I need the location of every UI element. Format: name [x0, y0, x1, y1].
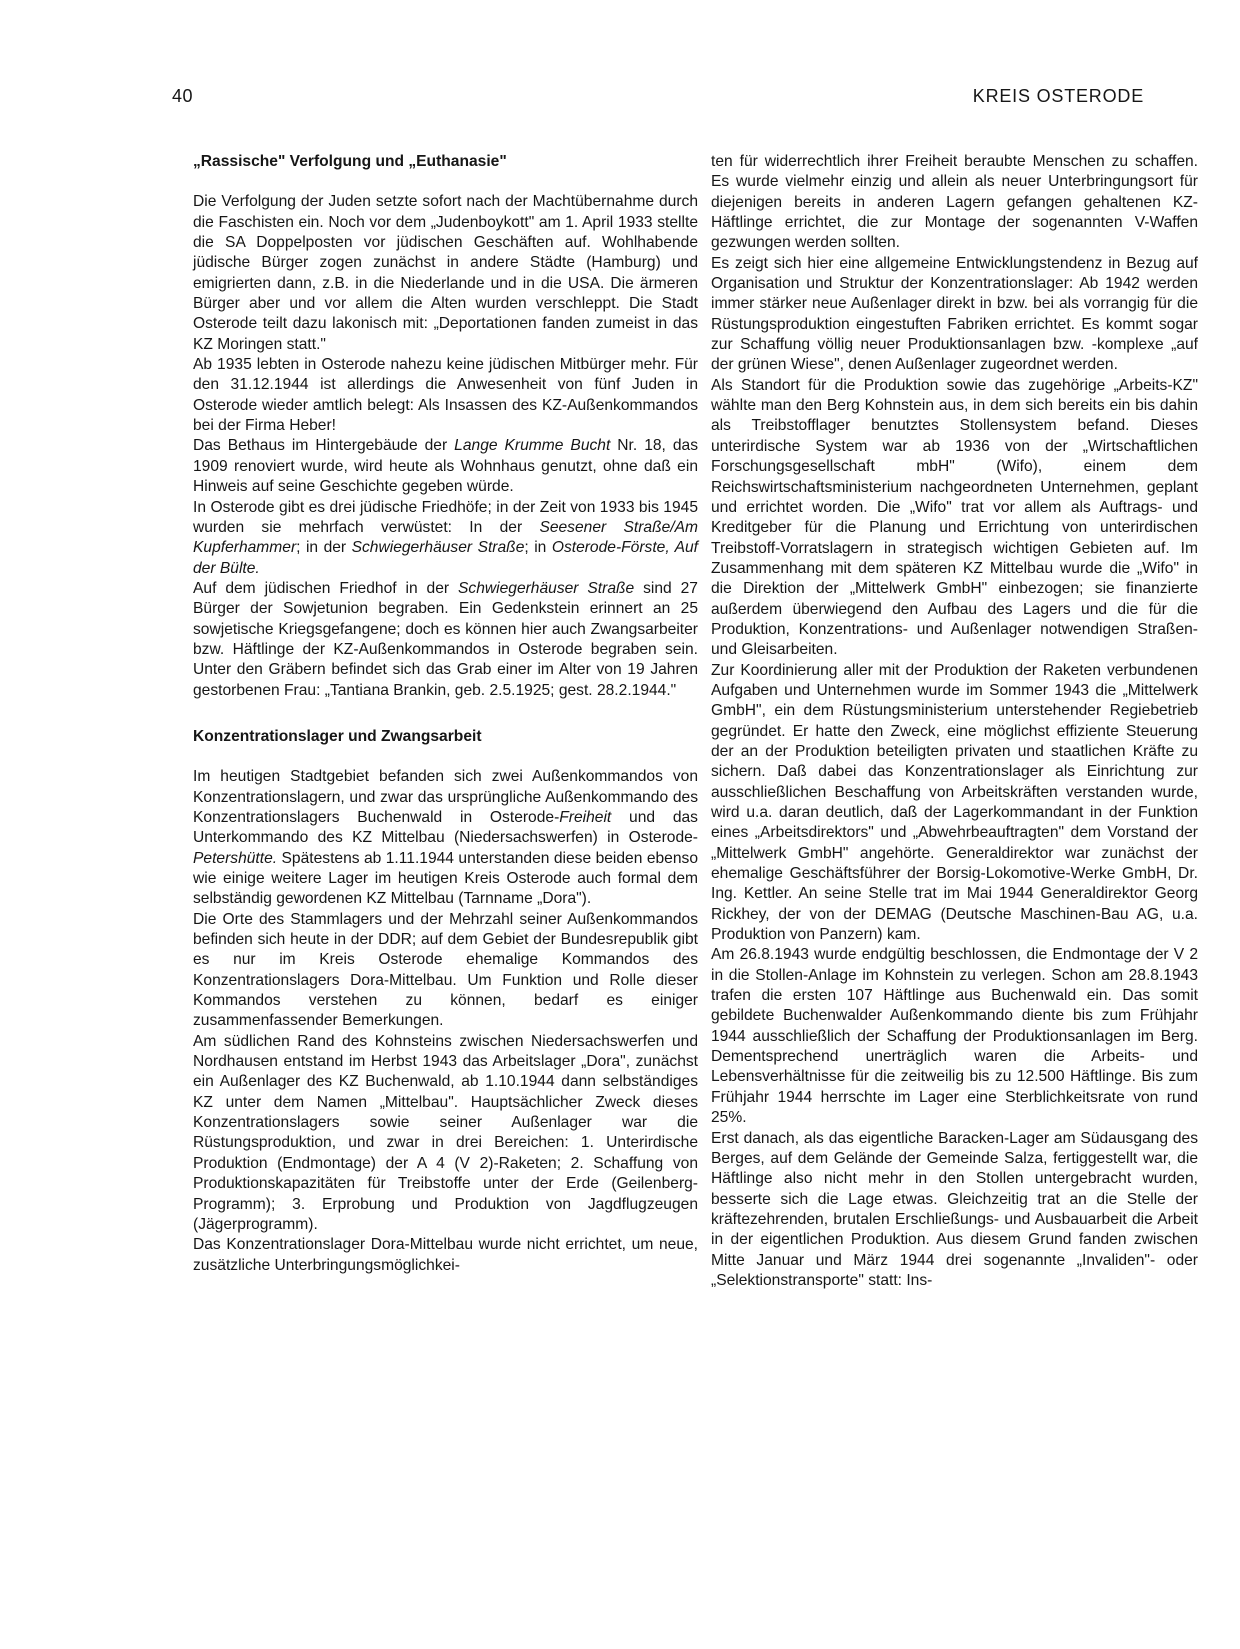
paragraph: Zur Koordinierung aller mit der Produktion der Raketen verbundenen Aufgaben und Unternehmen wurde im Sommer 1943 die „Mittelwerk GmbH", ein dem Rüstungsministerium unterstehender Regiebetrieb gegründet. Er hatte den Zweck, eine möglichst effiziente Steuerung der an der Produktion beteiligten privaten und staatlichen Kräfte zu sichern. Daß dabei das Konzentrationslager als Einrichtung zur ausschließlichen Beschaffung von Arbeitskräften verstanden wurde, wird u.a. daran deutlich, daß der Lagerkommandant in der Funktion eines „Arbeitsdirektors" und „Abwehrbeauftragten" dem Vorstand der „Mittelwerk GmbH" angehörte. Generaldirektor war zunächst der ehemalige Geschäftsführer der Borsig-Lokomotive-Werke GmbH, Dr. Ing. Kettler. An seine Stelle trat im Mai 1944 Generaldirektor Georg Rickhey, der von der DEMAG (Deutsche Maschinen-Bau AG, u.a. Produktion von Panzern) kam.	[711, 661, 1198, 944]
paragraph: In Osterode gibt es drei jüdische Friedhöfe; in der Zeit von 1933 bis 1945 wurden sie mehrfach verwüstet: In der Seesener Straße/Am Kupferhammer; in der Schwiegerhäuser Straße; in Osterode-Förste, Auf der Bülte.	[193, 498, 699, 577]
running-title: KREIS OSTERODE	[972, 86, 1144, 106]
location-name: Seesener Straße/Am Kupferhammer	[193, 518, 699, 557]
location-name: Petershütte.	[193, 849, 278, 867]
location-name: Schwiegerhäuser Straße	[351, 539, 525, 557]
location-name: Freiheit	[559, 808, 612, 826]
paragraph: Erst danach, als das eigentliche Baracken-Lager am Südausgang des Berges, auf dem Gelände der Gemeinde Salza, fertiggestellt war, die Häftlinge also nicht mehr in den Stollen untergebracht wurden, besserte sich die Lage etwas. Gleichzeitig trat an die Stelle der kräftezehrenden, brutalen Erschließungs- und Ausbauarbeit die Arbeit in der eigentlichen Produktion. Aus diesem Grund fanden zwischen Mitte Januar und März 1944 drei sogenannte „Invaliden"- oder „Selektionstransporte" statt: Ins-	[711, 1129, 1198, 1289]
paragraph: Im heutigen Stadtgebiet befanden sich zwei Außenkommandos von Konzentrationslagern, und zwar das ursprüngliche Außenkommando des Konzentrationslagers Buchenwald in Osterode-Freiheit und das Unterkommando des KZ Mittelbau (Niedersachswerfen) in Osterode-Petershütte. Spätestens ab 1.11.1944 unterstanden diese beiden ebenso wie einige weitere Lager im heutigen Kreis Osterode auch formal dem selbständig gewordenen KZ Mittelbau (Tarnname „Dora").	[193, 768, 698, 908]
paragraph: Das Konzentrationslager Dora-Mittelbau wurde nicht errichtet, um neue, zusätzliche Unterbringungsmöglichkei-	[193, 1236, 698, 1274]
left-column	[193, 152, 698, 1276]
section-heading-camps: Konzentrationslager und Zwangsarbeit	[193, 727, 482, 745]
paragraph: Es zeigt sich hier eine allgemeine Entwicklungstendenz in Bezug auf Organisation und Struktur der Konzentrationslager: Ab 1942 werden immer stärker neue Außenlager direkt in bzw. bei als vorrangig für die Rüstungsproduktion eingestuften Fabriken errichtet. Es kommt sogar zur Schaffung völlig neuer Produktionsanlagen bzw. -komplexe „auf der grünen Wiese", denen Außenlager zugeordnet werden.	[711, 254, 1198, 374]
right-column	[711, 152, 1198, 1291]
paragraph: Auf dem jüdischen Friedhof in der Schwiegerhäuser Straße sind 27 Bürger der Sowjetunion begraben. Ein Gedenkstein erinnert an 25 sowjetische Kriegsgefangene; doch es können hier auch Zwangsarbeiter bzw. Häftlinge der KZ-Außenkommandos in Osterode begraben sein. Unter den Gräbern befindet sich das Grab einer im Alter von 19 Jahren gestorbenen Frau: „Tantiana Brankin, geb. 2.5.1925; gest. 28.2.1944."	[193, 579, 698, 699]
location-name: Osterode-Förste, Auf der Bülte.	[193, 539, 698, 577]
paragraph: Die Verfolgung der Juden setzte sofort nach der Machtübernahme durch die Faschisten ein. Noch vor dem „Judenboykott" am 1. April 1933 stellte die SA Doppelposten vor jüdischen Geschäften auf. Wohlhabende jüdische Bürger zogen zunächst in andere Städte (Hamburg) und emigrierten dann, z.B. in die Niederlande und in die USA. Die ärmeren Bürger aber und vor allem die Alten wurden verschleppt. Die Stadt Osterode teilt dazu lakonisch mit: „Deportationen fanden zumeist in das KZ Moringen statt."	[193, 193, 698, 353]
paragraph: Am südlichen Rand des Kohnsteins zwischen Niedersachswerfen und Nordhausen entstand im Herbst 1943 das Arbeitslager „Dora", zunächst ein Außenlager des KZ Buchenwald, ab 1.10.1944 dann selbständiges KZ unter dem Namen „Mittelbau". Hauptsächlicher Zweck dieses Konzentrationslagers sowie seiner Außenlager war die Rüstungsproduktion, und zwar in drei Bereichen: 1. Unterirdische Produktion (Endmontage) der A 4 (V 2)-Raketen; 2. Schaffung von Produktionskapazitäten für Treibstoffe unter der Erde (Geilenberg-Programm); 3. Erprobung und Produktion von Jagdflugzeugen (Jägerprogramm).	[193, 1032, 698, 1233]
paragraph: Ab 1935 lebten in Osterode nahezu keine jüdischen Mitbürger mehr. Für den 31.12.1944 ist allerdings die Anwesenheit von fünf Juden in Osterode wieder amtlich belegt: Als Insassen des KZ-Außenkommandos bei der Firma Heber!	[193, 356, 698, 435]
paragraph: Das Bethaus im Hintergebäude der Lange Krumme Bucht Nr. 18, das 1909 renoviert wurde, wird heute als Wohnhaus genutzt, ohne daß ein Hinweis auf seine Geschichte gegeben würde.	[193, 437, 698, 496]
location-name: Schwiegerhäuser Straße	[458, 579, 635, 597]
street-name: Lange Krumme Bucht	[454, 437, 611, 455]
paragraph: Als Standort für die Produktion sowie das zugehörige „Arbeits-KZ" wählte man den Berg Kohnstein aus, in dem sich bereits ein bis dahin als Treibstofflager benutztes Stollensystem befand. Dieses unterirdische System war ab 1936 von der „Wirtschaftlichen Forschungsgesellschaft mbH" (Wifo), einem dem Reichswirtschaftsministerium nachgeordneten Unternehmen, geplant und errichtet worden. Die „Wifo" trat vor allem als Auftrags- und Kreditgeber für die Planung und Errichtung von unterirdischen Treibstoff-Vorratslagern in strategisch wichtigen Gebieten auf. Im Zusammenhang mit dem späteren KZ Mittelbau wurde die „Wifo" in die Direktion der „Mittelwerk GmbH" einbezogen; sie finanzierte außerdem überwiegend den Aufbau des Lagers und die für die Produktion, Konzentrations- und Außenlager notwendigen Straßen- und Gleisarbeiten.	[711, 376, 1198, 659]
section-heading-persecution: „Rassische" Verfolgung und „Euthanasie"	[193, 153, 507, 170]
paragraph: Am 26.8.1943 wurde endgültig beschlossen, die Endmontage der V 2 in die Stollen-Anlage im Kohnstein zu verlegen. Schon am 28.8.1943 trafen die ersten 107 Häftlinge aus Buchenwald ein. Das somit gebildete Buchenwalder Außenkommando diente bis zum Frühjahr 1944 ausschließlich der Schaffung der Produktionsanlagen im Berg. Dementsprechend unerträglich waren die Arbeits- und Lebensverhältnisse für die zeitweilig bis zu 12.500 Häftlinge. Bis zum Frühjahr 1944 herrschte im Lager eine Sterblichkeitsrate von rund 25%.	[711, 946, 1198, 1127]
page-number: 40	[172, 86, 194, 106]
paragraph: ten für widerrechtlich ihrer Freiheit beraubte Menschen zu schaffen. Es wurde vielmehr einzig und allein als neuer Unterbringungsort für diejenigen bereits in anderen Lagern gefangen gehaltenen KZ-Häftlinge errichtet, die zur Montage der sogenannten V-Waffen gezwungen werden sollten.	[711, 153, 1198, 252]
paragraph: Die Orte des Stammlagers und der Mehrzahl seiner Außenkommandos befinden sich heute in der DDR; auf dem Gebiet der Bundesrepublik gibt es nur im Kreis Osterode ehemalige Kommandos des Konzentrationslagers Dora-Mittelbau. Um Funktion und Rolle dieser Kommandos verstehen zu können, bedarf es einiger zusammenfassender Bemerkungen.	[193, 910, 698, 1030]
